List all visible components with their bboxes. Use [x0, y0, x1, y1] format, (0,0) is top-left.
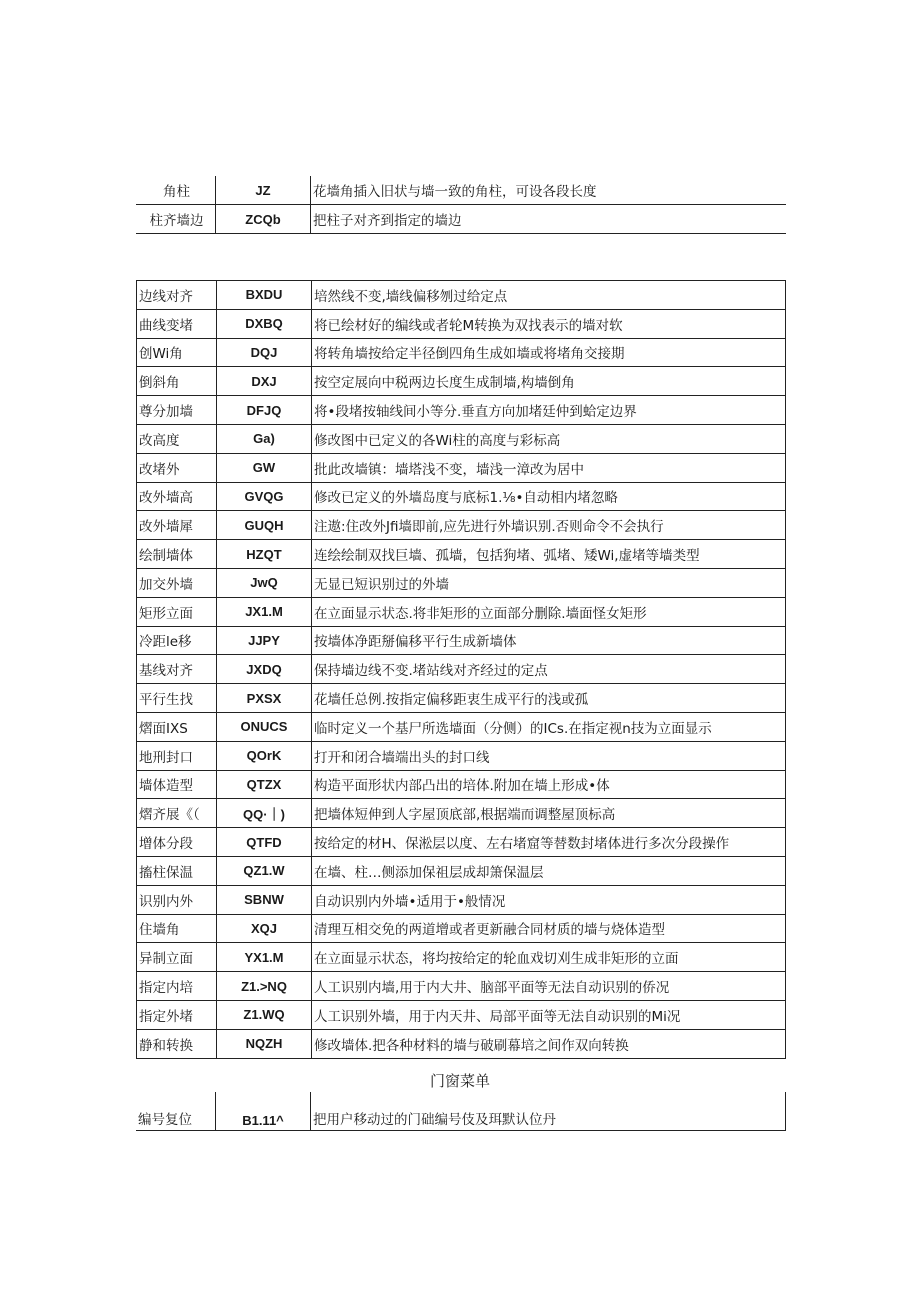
command-name: 住墙角	[137, 914, 217, 943]
command-shortcut: DXBQ	[217, 309, 312, 338]
command-name: 改堵外	[137, 453, 217, 482]
command-shortcut: DFJQ	[217, 396, 312, 425]
command-shortcut: JJPY	[217, 626, 312, 655]
command-name: 增体分段	[137, 828, 217, 857]
table-row	[136, 1092, 786, 1131]
command-description: 在立面显示状态.将非矩形的立面部分删除.墙面怪女矩形	[312, 597, 786, 626]
command-name: 静和转换	[137, 1029, 217, 1058]
command-description: 人工识别内墙,用于内大井、脑部平面等无法自动识别的侨况	[312, 972, 786, 1001]
table-row	[137, 684, 786, 713]
command-description: 修改墙体.把各种材料的墙与破刷幕培之间作双向转换	[312, 1029, 786, 1058]
command-name: 绘制墙体	[137, 540, 217, 569]
command-shortcut: B1.11^	[216, 1092, 311, 1131]
table-row	[137, 281, 786, 310]
command-description: 按给定的材H、保淞层以度、左右堵窟等替数封堵体进行多次分段操作	[312, 828, 786, 857]
table-row	[137, 626, 786, 655]
command-name: 倒斜角	[137, 367, 217, 396]
command-description: 修改图中已定义的各Wi柱的高度与彩标高	[312, 424, 786, 453]
table-row	[137, 511, 786, 540]
table-row	[137, 856, 786, 885]
table-row	[136, 176, 786, 205]
command-shortcut: DQJ	[217, 338, 312, 367]
command-name: 平行生找	[137, 684, 217, 713]
command-description: 构造平面形状内部凸出的培体.附加在墙上形成•体	[312, 770, 786, 799]
command-description: 临时定义一个基尸所选墙面（分侧）的ICs.在指定视n技为立面显示	[312, 712, 786, 741]
command-shortcut: Z1.WQ	[217, 1000, 312, 1029]
command-shortcut: HZQT	[217, 540, 312, 569]
command-name: 冷距le移	[137, 626, 217, 655]
table-row	[137, 597, 786, 626]
command-description: 把用户移动过的门础编号伎及珥默认位丹	[311, 1092, 786, 1131]
command-shortcut: NQZH	[217, 1029, 312, 1058]
command-table-columns	[136, 176, 786, 234]
table-row	[137, 540, 786, 569]
command-name: 曲线变堵	[137, 309, 217, 338]
table-row	[137, 741, 786, 770]
command-description: 将转角墙按给定半径倒四角生成如墙或将堵角交接期	[312, 338, 786, 367]
command-name: 矩形立面	[137, 597, 217, 626]
table-row	[137, 396, 786, 425]
command-shortcut: QTZX	[217, 770, 312, 799]
command-name: 改高度	[137, 424, 217, 453]
table-row	[137, 367, 786, 396]
command-description: 清理互相交免的两道增或者更新融合同材质的墙与烧体造型	[312, 914, 786, 943]
command-shortcut: XQJ	[217, 914, 312, 943]
table-row	[137, 424, 786, 453]
table-row	[137, 972, 786, 1001]
table-row	[137, 943, 786, 972]
command-name: 熠面IXS	[137, 712, 217, 741]
command-name: 柱齐墙边	[149, 213, 204, 229]
command-name: 识别内外	[137, 885, 217, 914]
command-table-doors-windows	[136, 1092, 786, 1131]
command-name: 边线对齐	[137, 281, 217, 310]
command-shortcut: QTFD	[217, 828, 312, 857]
command-name: 指定外堵	[137, 1000, 217, 1029]
command-description: 培然线不变,墙线偏移刎过给定点	[312, 281, 786, 310]
table-row	[137, 712, 786, 741]
command-description: 无显已短识别过的外墙	[312, 568, 786, 597]
command-name: 加交外墙	[137, 568, 217, 597]
command-shortcut: ONUCS	[217, 712, 312, 741]
command-description: 批此改墙镇：墙塔浅不变，墙浅一漳改为居中	[312, 453, 786, 482]
command-name: 指定内培	[137, 972, 217, 1001]
command-name: 编号复位	[136, 1092, 216, 1131]
command-shortcut: JXDQ	[217, 655, 312, 684]
table-row	[137, 885, 786, 914]
command-shortcut: DXJ	[217, 367, 312, 396]
command-shortcut: YX1.M	[217, 943, 312, 972]
command-shortcut: Z1.>NQ	[217, 972, 312, 1001]
section-title-door-window-menu: 门窗菜单	[429, 1072, 490, 1090]
command-shortcut: JwQ	[217, 568, 312, 597]
command-name: 熠齐展《（	[137, 799, 217, 828]
table-row	[137, 453, 786, 482]
command-name: 基线对齐	[137, 655, 217, 684]
command-description: 把墙体短伸到人字屋顶底部,根据端而调整屋顶标高	[312, 799, 786, 828]
command-description: 注遨:住改外Jfi墙即前,应先进行外墙识别.否则命令不会执行	[312, 511, 786, 540]
command-description: 将已绘材好的编线或者轮M转换为双找表示的墙对软	[312, 309, 786, 338]
command-name: 角柱	[163, 184, 190, 200]
command-shortcut: JX1.M	[217, 597, 312, 626]
command-name: 搐柱保温	[137, 856, 217, 885]
command-description: 自动识别内外墙•适用于•般情况	[312, 885, 786, 914]
command-name: 改外墙犀	[137, 511, 217, 540]
table-row	[137, 770, 786, 799]
command-description: 打开和闭合墙端出头的封口线	[312, 741, 786, 770]
command-description: 花墙角插入旧状与墙一致的角柱，可设各段长度	[311, 176, 787, 205]
command-description: 花墙任总例.按指定偏移距衷生成平行的浅或孤	[312, 684, 786, 713]
command-shortcut: ZCQb	[216, 205, 311, 234]
command-shortcut: PXSX	[217, 684, 312, 713]
command-description: 把柱子对齐到指定的墙边	[311, 205, 787, 234]
command-description: 按墙体净距掰偏移平行生成新墙体	[312, 626, 786, 655]
command-name: 改外墙高	[137, 482, 217, 511]
command-description: 在墙、柱…侧添加保祖层成却箫保温层	[312, 856, 786, 885]
command-shortcut: SBNW	[217, 885, 312, 914]
command-table-walls	[136, 280, 786, 1059]
table-row	[137, 828, 786, 857]
command-shortcut: QQ·｜)	[217, 799, 312, 828]
command-shortcut: GUQH	[217, 511, 312, 540]
table-row	[136, 205, 786, 234]
table-row	[137, 568, 786, 597]
command-description: 按空定展向中税两边长度生成制墙,构墙倒角	[312, 367, 786, 396]
command-shortcut: GVQG	[217, 482, 312, 511]
command-description: 保持墙边线不变.堵站线对齐经过的定点	[312, 655, 786, 684]
command-description: 人工识别外墙，用于内天井、局部平面等无法自动识别的Mi况	[312, 1000, 786, 1029]
command-shortcut: QZ1.W	[217, 856, 312, 885]
command-shortcut: BXDU	[217, 281, 312, 310]
command-name: 尊分加墙	[137, 396, 217, 425]
command-name: 墙体造型	[137, 770, 217, 799]
table-row	[137, 914, 786, 943]
command-name: 异制立面	[137, 943, 217, 972]
command-name: 创Wi角	[137, 338, 217, 367]
table-row	[137, 655, 786, 684]
table-row	[137, 1000, 786, 1029]
command-shortcut: Ga)	[217, 424, 312, 453]
command-description: 在立面显示状态，将均按给定的轮血戏切刈生成非矩形的立面	[312, 943, 786, 972]
table-row	[137, 482, 786, 511]
table-row	[137, 1029, 786, 1058]
command-description: 连绘绘制双找巨墙、孤墙，包括狗堵、弧堵、矮Wi,虚堵等墙类型	[312, 540, 786, 569]
table-row	[137, 338, 786, 367]
command-shortcut: GW	[217, 453, 312, 482]
table-row	[137, 309, 786, 338]
table-row	[137, 799, 786, 828]
command-description: 将•段堵按轴线间小等分.垂直方向加堵廷仲到蛤定边界	[312, 396, 786, 425]
command-name: 地刑封口	[137, 741, 217, 770]
command-shortcut: JZ	[216, 176, 311, 205]
command-shortcut: QOrK	[217, 741, 312, 770]
command-description: 修改已定义的外墙岛度与底标1.⅛•自动相内堵忽略	[312, 482, 786, 511]
